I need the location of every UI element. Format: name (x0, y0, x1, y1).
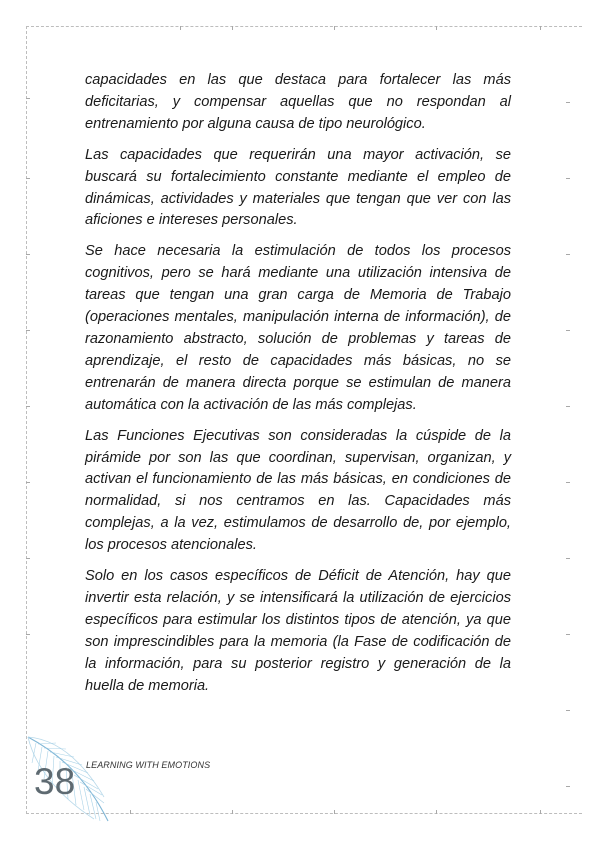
crop-mark (232, 810, 233, 814)
crop-mark (130, 810, 131, 814)
crop-mark (566, 786, 570, 787)
crop-mark (26, 558, 30, 559)
crop-mark (566, 102, 570, 103)
crop-mark (566, 634, 570, 635)
crop-mark (436, 810, 437, 814)
paragraph: capacidades en las que destaca para fortalecer las más deficitarias, y compensar aquellas que no respondan al entrenamiento por alguna causa de tipo neurológico. (85, 72, 511, 132)
paragraph: Las capacidades que requerirán una mayor activación, se buscará su fortalecimiento constante mediante el empleo de dinámicas, actividades y materiales que tengan que ver con las aficiones e intereses personales. (85, 146, 511, 229)
crop-mark (334, 26, 335, 30)
crop-mark (566, 330, 570, 331)
crop-mark (26, 330, 30, 331)
crop-mark (232, 26, 233, 30)
crop-mark (566, 178, 570, 179)
crop-mark (566, 710, 570, 711)
crop-mark (540, 26, 541, 30)
frame-top-edge (26, 26, 582, 27)
crop-mark (566, 254, 570, 255)
crop-mark (436, 26, 437, 30)
crop-mark (26, 98, 30, 99)
frame-left-edge (26, 26, 27, 814)
page-number: 38 (34, 761, 76, 802)
paragraph: Solo en los casos específicos de Déficit de Atención, hay que invertir esta relación, y se intensificará la utilización de ejercicios específicos para estimular los distintos tipos de atención, ya que son imprescindibles para la memoria (la Fase de codificación de la información, para su posterior registro y generación de la huella de memoria. (85, 568, 511, 694)
crop-mark (566, 482, 570, 483)
crop-mark (26, 178, 30, 179)
running-title: LEARNING WITH EMOTIONS (86, 760, 211, 770)
paragraph: Las Funciones Ejecutivas son consideradas la cúspide de la pirámide por son las que coordinan, supervisan, organizan, y activan el funcionamiento de las más básicas, en condiciones de normalidad, si nos centramos en las. Capacidades más complejas, a la vez, estimulamos de desarrollo de, por ejemplo, los procesos atencionales. (85, 427, 511, 554)
crop-mark (334, 810, 335, 814)
crop-mark (26, 254, 30, 255)
crop-mark (26, 406, 30, 407)
crop-mark (566, 558, 570, 559)
crop-mark (540, 810, 541, 814)
crop-mark (566, 406, 570, 407)
paragraph: Se hace necesaria la estimulación de todos los procesos cognitivos, pero se hará mediante una utilización intensiva de tareas que tengan una gran carga de Memoria de Trabajo (operaciones mentales, manipulación interna de información), de razonamiento abstracto, solución de problemas y tareas de aprendizaje, el resto de capacidades más básicas, no se entrenarán de manera directa porque se estimulan de manera automática con la activación de las más complejas. (85, 243, 511, 413)
crop-mark (180, 26, 181, 30)
crop-mark (26, 482, 30, 483)
crop-mark (26, 634, 30, 635)
body-text (85, 70, 511, 706)
